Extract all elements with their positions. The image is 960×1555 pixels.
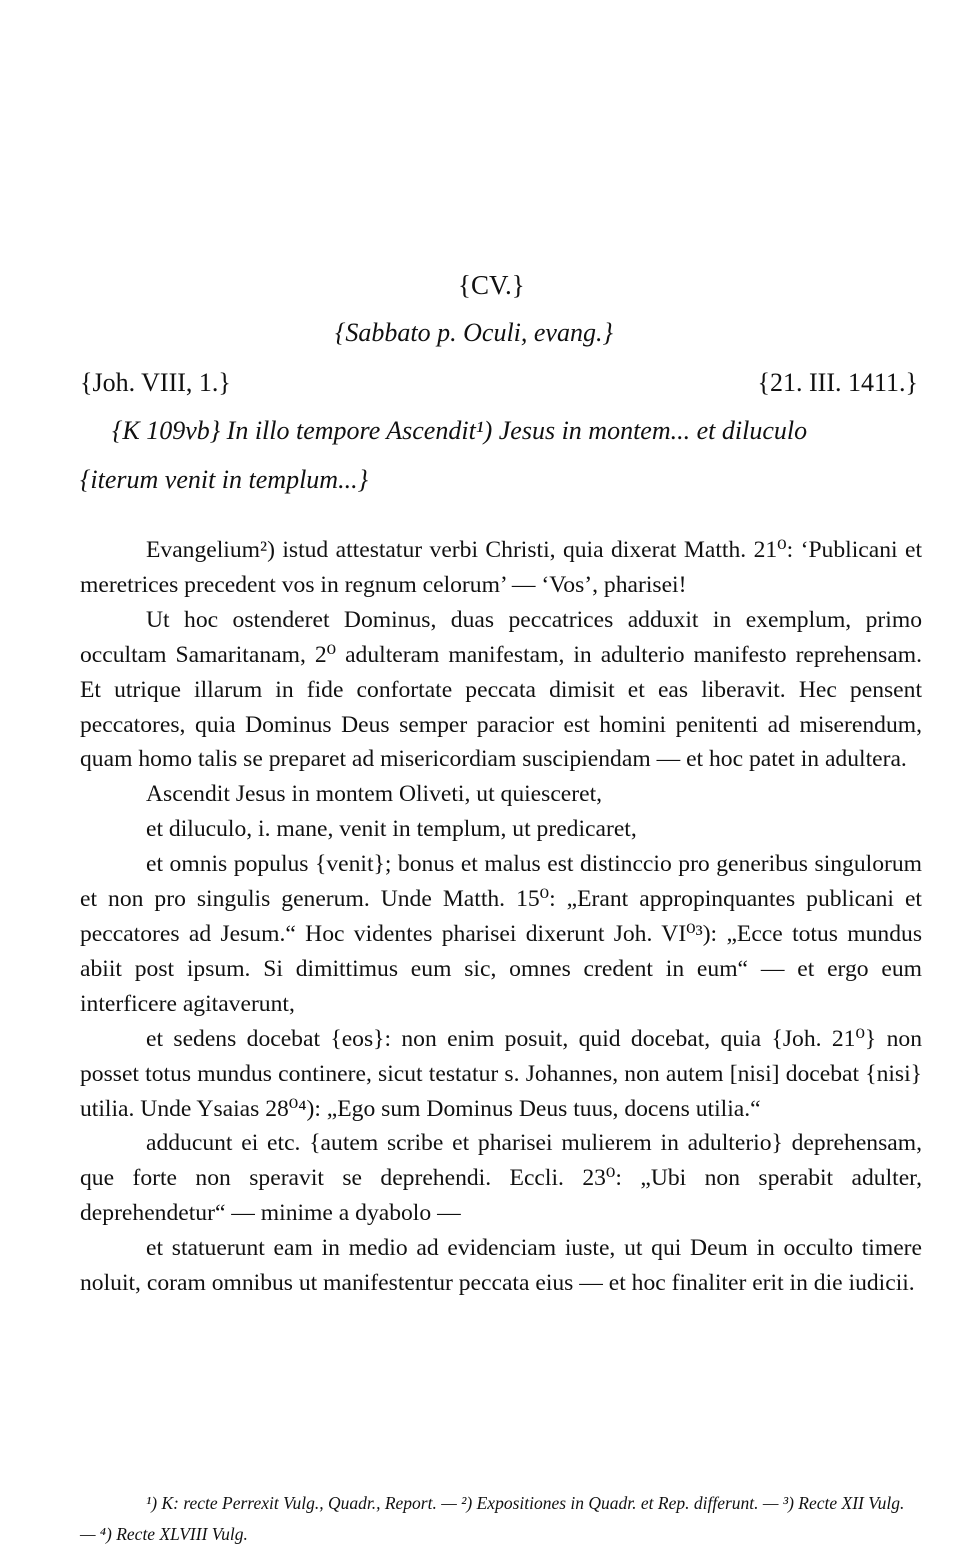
feast-heading: {Sabbato p. Oculi, evang.} — [335, 318, 613, 347]
paragraph-8: et statuerunt eam in medio ad evidenciam iuste, ut qui Deum in occulto timere noluit, coram omnibus ut manifestentur peccata eius — et hoc finaliter erit in die iudicii. — [80, 1235, 922, 1297]
sermon-body — [80, 533, 922, 1301]
footnote-text: ¹) K: recte Perrexit Vulg., Quadr., Report. — ²) Expositiones in Quadr. et Rep. differunt. — ³) Recte XII Vulg. — ⁴) Recte XLVIII Vulg. — [80, 1493, 905, 1544]
gospel-lemma-line-2: {iterum venit in templum...} — [80, 465, 368, 494]
paragraph-2: Ut hoc ostenderet Dominus, duas peccatrices adduxit in exemplum, primo occultam Samaritanam, 2⁰ adulteram manifestam, in adulterio manifesto reprehensam. Et utrique illarum in fide confortate peccata dimisit et eas liberavit. Hec pensent peccatores, quia Dominus Deus semper paracior est homini penitenti ad miserendum, quam homo talis se preparet ad misericordiam suscipiendam — et hoc patet in adultera. — [80, 606, 922, 773]
paragraph-7: adducunt ei etc. {autem scribe et pharisei mulierem in adulterio} deprehensam, que forte non speravit se deprehendi. Eccli. 23⁰: „Ubi non sperabit adulter, deprehendetur“ — minime a dyabolo — — [80, 1130, 922, 1227]
paragraph-1: Evangelium²) istud attestatur verbi Christi, quia dixerat Matth. 21⁰: ‘Publicani et meretrices precedent vos in regnum celorum’ — ‘Vos’, pharisei! — [80, 537, 922, 598]
footnotes — [80, 1488, 922, 1550]
gospel-lemma-line-1: {K 109vb} In illo tempore Ascendit¹) Jesus in montem... et diluculo — [112, 416, 808, 445]
scripture-reference: {Joh. VIII, 1.} — [80, 368, 231, 397]
sermon-number: {CV.} — [458, 270, 525, 300]
paragraph-5: et omnis populus {venit}; bonus et malus est distinccio pro generibus singulorum et non pro singulis generum. Unde Matth. 15⁰: „Erant appropinquantes publicani et peccatores ad Jesum.“ Hoc videntes pharisei dixerunt Joh. VI⁰³): „Ecce totus mundus abiit post ipsum. Si dimittimus eum sic, omnes credent in eum“ — et ergo eum interficere agitaverunt, — [80, 851, 922, 1017]
date-reference: {21. III. 1411.} — [757, 368, 918, 397]
paragraph-3: Ascendit Jesus in montem Oliveti, ut quiesceret, — [146, 781, 603, 808]
paragraph-4: et diluculo, i. mane, venit in templum, ut predicaret, — [146, 816, 637, 843]
paragraph-6: et sedens docebat {eos}: non enim posuit, quid docebat, quia {Joh. 21⁰} non posset totus mundus continere, sicut testatur s. Johannes, non autem [nisi] docebat {nisi} utilia. Unde Ysaias 28⁰⁴): „Ego sum Dominus Deus tuus, docens utilia.“ — [80, 1025, 922, 1122]
